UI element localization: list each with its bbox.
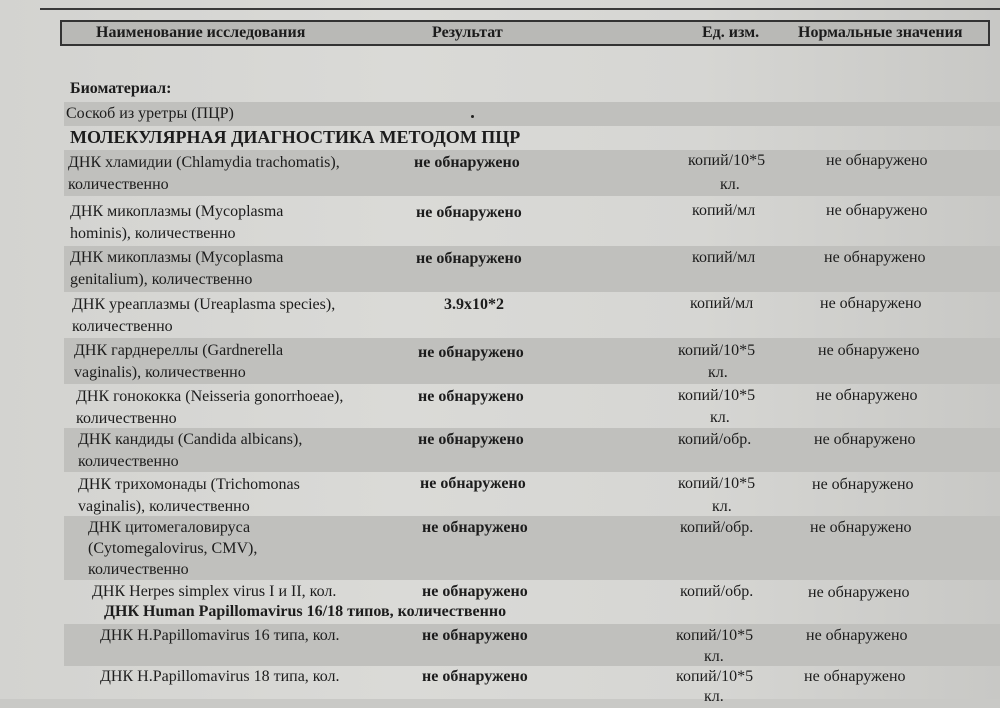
test-normal: не обнаружено <box>820 295 922 312</box>
test-result: не обнаружено <box>418 388 524 405</box>
test-name-cont: vaginalis), количественно <box>74 364 246 381</box>
test-name-cont: (Cytomegalovirus, CMV), <box>88 540 258 557</box>
test-normal: не обнаружено <box>814 431 916 448</box>
test-name: ДНК микоплазмы (Mycoplasma <box>70 249 284 266</box>
test-name: ДНК цитомегаловируса <box>88 519 251 536</box>
test-result: 3.9x10*2 <box>444 296 504 313</box>
header-test-name: Наименование исследования <box>96 24 306 41</box>
test-result: не обнаружено <box>416 250 522 267</box>
biomaterial-label-row <box>64 78 1000 102</box>
test-unit: копий/обр. <box>678 431 752 448</box>
test-normal: не обнаружено <box>810 519 912 536</box>
test-result: не обнаружено <box>422 668 528 685</box>
test-name: ДНК гонококка (Neisseria gonorrhoeae), <box>76 388 344 405</box>
test-name-cont: количественно <box>72 318 173 335</box>
test-unit: копий/обр. <box>680 519 754 536</box>
test-normal: не обнаружено <box>812 476 914 493</box>
stray-dot <box>471 115 474 118</box>
top-border-line <box>40 0 1000 10</box>
test-unit: копий/10*5 <box>678 342 756 359</box>
test-unit-cont: кл. <box>708 364 728 381</box>
test-name-cont: количественно <box>76 410 177 427</box>
test-name-cont: vaginalis), количественно <box>78 498 250 515</box>
test-unit-cont: кл. <box>710 409 730 426</box>
table-row <box>64 292 1000 338</box>
table-row <box>64 150 1000 196</box>
test-normal: не обнаружено <box>824 249 926 266</box>
test-name: ДНК хламидии (Chlamydia trachomatis), <box>68 154 340 171</box>
test-unit: копий/10*5 <box>676 627 754 644</box>
test-unit-cont: кл. <box>704 648 724 665</box>
test-unit-cont: кл. <box>712 498 732 515</box>
section-title-row <box>64 126 1000 150</box>
test-unit: копий/10*5 <box>676 668 754 685</box>
test-result: не обнаружено <box>418 431 524 448</box>
table-row <box>64 338 1000 384</box>
test-normal: не обнаружено <box>826 152 928 169</box>
test-name: ДНК гарднереллы (Gardnerella <box>74 342 284 359</box>
test-unit: копий/мл <box>692 249 756 266</box>
test-name: ДНК H.Papillomavirus 16 типа, кол. <box>100 627 340 644</box>
test-normal: не обнаружено <box>816 387 918 404</box>
table-row <box>64 246 1000 292</box>
test-unit-cont: кл. <box>704 688 724 705</box>
section-title: МОЛЕКУЛЯРНАЯ ДИАГНОСТИКА МЕТОДОМ ПЦР <box>70 127 521 147</box>
biomaterial-value-row <box>64 102 1000 126</box>
table-header <box>60 20 990 46</box>
test-name-cont: количественно <box>88 561 189 578</box>
hpv-section-row <box>64 601 1000 625</box>
test-normal: не обнаружено <box>808 584 910 601</box>
table-row <box>64 624 1000 666</box>
test-result: не обнаружено <box>422 627 528 644</box>
test-normal: не обнаружено <box>806 627 908 644</box>
header-result: Результат <box>432 24 503 41</box>
test-normal: не обнаружено <box>804 668 906 685</box>
biomaterial-value: Соскоб из уретры (ПЦР) <box>66 105 234 122</box>
test-result: не обнаружено <box>418 344 524 361</box>
hpv-section-title: ДНК Human Papillomavirus 16/18 типов, количественно <box>104 603 507 620</box>
test-name-cont: genitalium), количественно <box>70 271 253 288</box>
test-name: ДНК микоплазмы (Mycoplasma <box>70 203 284 220</box>
test-result: не обнаружено <box>414 154 520 171</box>
test-normal: не обнаружено <box>818 342 920 359</box>
test-unit: копий/мл <box>692 202 756 219</box>
biomaterial-label: Биоматериал: <box>70 80 172 97</box>
test-name: ДНК Herpes simplex virus I и II, кол. <box>92 583 337 600</box>
test-unit: копий/10*5 <box>678 387 756 404</box>
test-result: не обнаружено <box>416 204 522 221</box>
test-unit: копий/10*5 <box>688 152 766 169</box>
table-row <box>64 666 1000 705</box>
test-unit: копий/обр. <box>680 583 754 600</box>
header-normal-values: Нормальные значения <box>798 24 963 41</box>
test-name: ДНК трихомонады (Trichomonas <box>78 476 300 493</box>
test-name: ДНК кандиды (Candida albicans), <box>78 431 303 448</box>
test-name: ДНК H.Papillomavirus 18 типа, кол. <box>100 668 340 685</box>
test-name-cont: количественно <box>68 176 169 193</box>
header-unit: Ед. изм. <box>702 24 760 41</box>
test-unit: копий/10*5 <box>678 475 756 492</box>
table-row <box>64 384 1000 428</box>
test-normal: не обнаружено <box>826 202 928 219</box>
table-row <box>64 472 1000 516</box>
test-unit: копий/мл <box>690 295 754 312</box>
test-result: не обнаружено <box>422 519 528 536</box>
table-row <box>64 516 1000 580</box>
test-name-cont: hominis), количественно <box>70 225 236 242</box>
test-name-cont: количественно <box>78 453 179 470</box>
test-result: не обнаружено <box>420 475 526 492</box>
test-result: не обнаружено <box>422 583 528 600</box>
test-unit-cont: кл. <box>720 176 740 193</box>
test-name: ДНК уреаплазмы (Ureaplasma species), <box>72 296 336 313</box>
table-row <box>64 428 1000 472</box>
table-row <box>64 198 1000 244</box>
